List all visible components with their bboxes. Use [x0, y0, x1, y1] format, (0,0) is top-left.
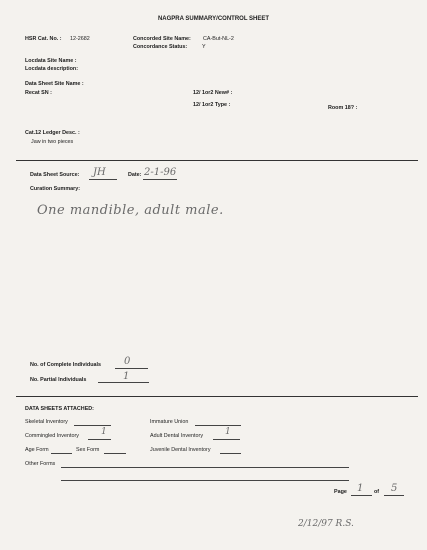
curation-summary-value: One mandible, adult male.: [37, 203, 224, 218]
complete-individuals-label: No. of Complete Individuals: [30, 362, 101, 368]
curation-summary-label: Curation Summary:: [30, 186, 81, 192]
date-underline: [143, 179, 177, 180]
page-number-underline: [351, 495, 372, 496]
initials-date-note: 2/12/97 R.S.: [298, 519, 354, 529]
page-total-value: 5: [391, 483, 398, 494]
age-form-underline: [51, 453, 72, 454]
partial-individuals-value: 1: [123, 371, 130, 382]
other-forms-underline-2: [61, 480, 349, 481]
concorded-site-value: CA-But-NL-2: [203, 36, 234, 42]
room-18-label: Room 18? :: [328, 105, 358, 111]
immature-union-label: Immature Union: [150, 419, 189, 425]
commingled-inventory-underline: [88, 439, 111, 440]
sex-form-underline: [104, 453, 126, 454]
juvenile-dental-inventory-underline: [220, 453, 241, 454]
data-sheet-source-label: Data Sheet Source:: [30, 172, 80, 178]
locdata-site-label: Locdata Site Name :: [25, 58, 77, 64]
data-sheet-site-label: Data Sheet Site Name :: [25, 81, 84, 87]
adult-dental-inventory-label: Adult Dental Inventory: [150, 433, 204, 439]
section-divider: [16, 160, 418, 161]
skeletal-inventory-label: Skeletal Inventory: [25, 419, 68, 425]
section-divider: [16, 396, 418, 397]
immature-union-underline: [195, 425, 241, 426]
partial-individuals-underline: [98, 382, 149, 383]
commingled-inventory-label: Commingled Inventory: [25, 433, 79, 439]
date-label: Date:: [128, 172, 142, 178]
locdata-description-label: Locdata description:: [25, 66, 79, 72]
commingled-inventory-value: 1: [101, 427, 107, 437]
data-sheet-source-value: JH: [93, 167, 106, 178]
page-total-underline: [384, 495, 404, 496]
page-number-value: 1: [357, 483, 364, 494]
other-forms-label: Other Forms: [25, 461, 56, 467]
complete-individuals-underline: [115, 368, 148, 369]
page-title: NAGPRA SUMMARY/CONTROL SHEET: [157, 16, 270, 22]
of-label: of: [374, 489, 380, 495]
page-label: Page: [334, 489, 347, 495]
concordance-status-value: Y: [202, 44, 206, 50]
date-value: 2-1-96: [144, 167, 177, 178]
type-label: 12/ 1or2 Type :: [193, 102, 231, 108]
ledger-desc-value: Jaw in two pieces: [31, 139, 74, 145]
ledger-desc-label: Cat.12 Ledger Desc. :: [25, 130, 80, 136]
sex-form-label: Sex Form: [76, 447, 100, 453]
concorded-site-label: Concorded Site Name:: [133, 36, 191, 42]
adult-dental-inventory-underline: [213, 439, 240, 440]
age-form-label: Age Form: [25, 447, 49, 453]
new-number-label: 12/ 1or2 New# :: [193, 90, 233, 96]
concordance-status-label: Concordance Status:: [133, 44, 188, 50]
hsr-cat-label: HSR Cat. No. :: [25, 36, 62, 42]
data-sheet-source-underline: [89, 179, 117, 180]
recat-sn-label: Recat SN :: [25, 90, 52, 96]
other-forms-underline: [61, 467, 349, 468]
adult-dental-inventory-value: 1: [225, 427, 231, 437]
complete-individuals-value: 0: [124, 356, 131, 367]
hsr-cat-value: 12-2682: [70, 36, 90, 42]
skeletal-inventory-underline: [74, 425, 111, 426]
juvenile-dental-inventory-label: Juvenile Dental Inventory: [150, 447, 211, 453]
data-sheets-attached-heading: DATA SHEETS ATTACHED:: [25, 406, 94, 412]
partial-individuals-label: No. Partial Individuals: [30, 377, 87, 383]
